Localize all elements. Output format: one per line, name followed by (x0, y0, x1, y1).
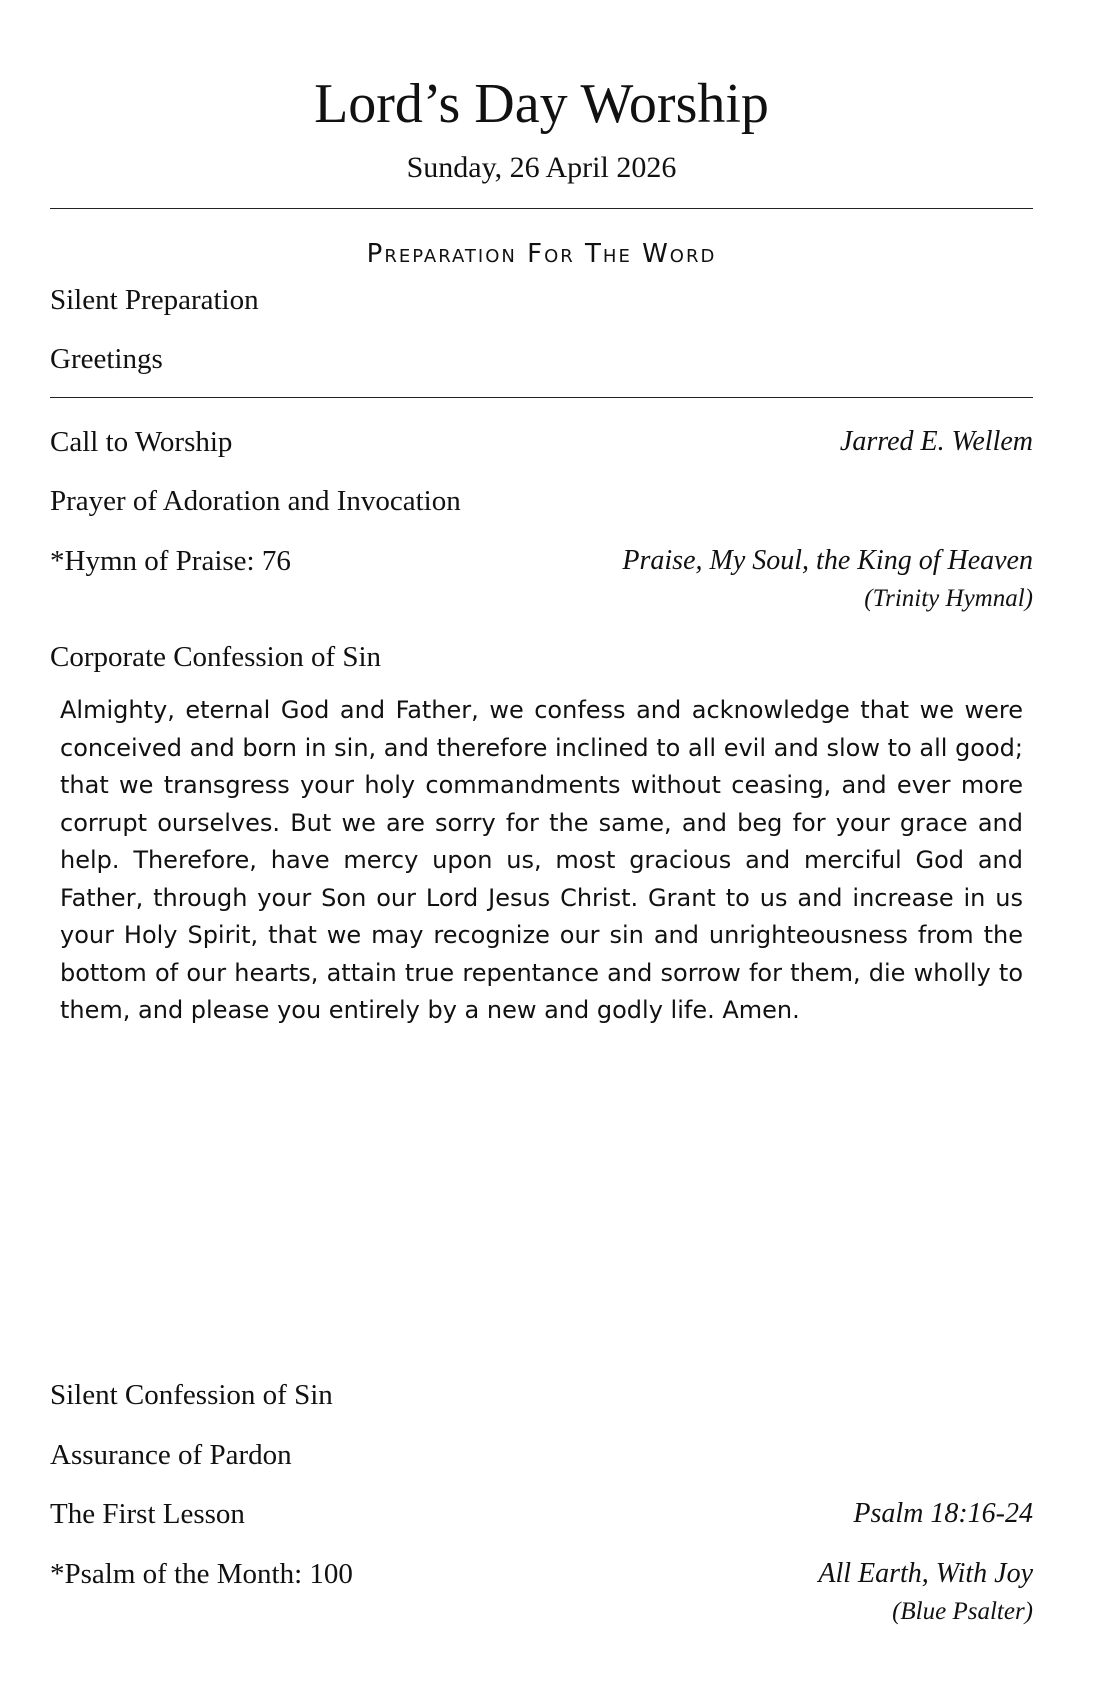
page-title: Lord’s Day Worship (314, 73, 769, 135)
assurance-of-pardon: Assurance of Pardon (50, 1439, 292, 1471)
call-to-worship: Call to Worship (50, 426, 233, 458)
greetings: Greetings (50, 343, 163, 375)
silent-preparation: Silent Preparation (50, 284, 259, 316)
silent-confession: Silent Confession of Sin (50, 1379, 333, 1411)
hymn-source: (Trinity Hymnal) (864, 585, 1033, 612)
section-heading: Preparation For The Word (366, 239, 717, 269)
divider (50, 397, 1033, 398)
call-to-worship-attribution: Jarred E. Wellem (839, 426, 1033, 457)
psalm-of-the-month: *Psalm of the Month: 100 (50, 1558, 353, 1590)
corporate-confession: Corporate Confession of Sin (50, 641, 382, 673)
first-lesson: The First Lesson (50, 1498, 245, 1530)
service-date: Sunday, 26 April 2026 (406, 151, 677, 184)
confession-prayer-text: Almighty, eternal God and Father, we confess and acknowledge that we were conceived and born in sin, and therefore inclined to all evil and slow to all good; that we transgress your holy commandments without ceasing, and ever more corrupt ourselves. But we are sorry for the same, and beg for your grace and help. Therefore, have mercy upon us, most gracious and merciful God and Father, through your Son our Lord Jesus Christ. Grant to us and increase in us your Holy Spirit, that we may recognize our sin and unrighteousness from the bottom of our hearts, attain true repentance and sorrow for them, die wholly to them, and please you entirely by a new and godly life. Amen. (60, 696, 1023, 1024)
psalm-title: All Earth, With Joy (818, 1558, 1033, 1589)
psalm-source: (Blue Psalter) (892, 1598, 1033, 1625)
prayer-of-adoration: Prayer of Adoration and Invocation (50, 485, 461, 517)
first-lesson-reference: Psalm 18:16-24 (853, 1498, 1033, 1529)
divider (50, 208, 1033, 209)
hymn-of-praise: *Hymn of Praise: 76 (50, 545, 291, 577)
hymn-title: Praise, My Soul, the King of Heaven (622, 545, 1033, 576)
bulletin-page (50, 0, 1033, 1700)
